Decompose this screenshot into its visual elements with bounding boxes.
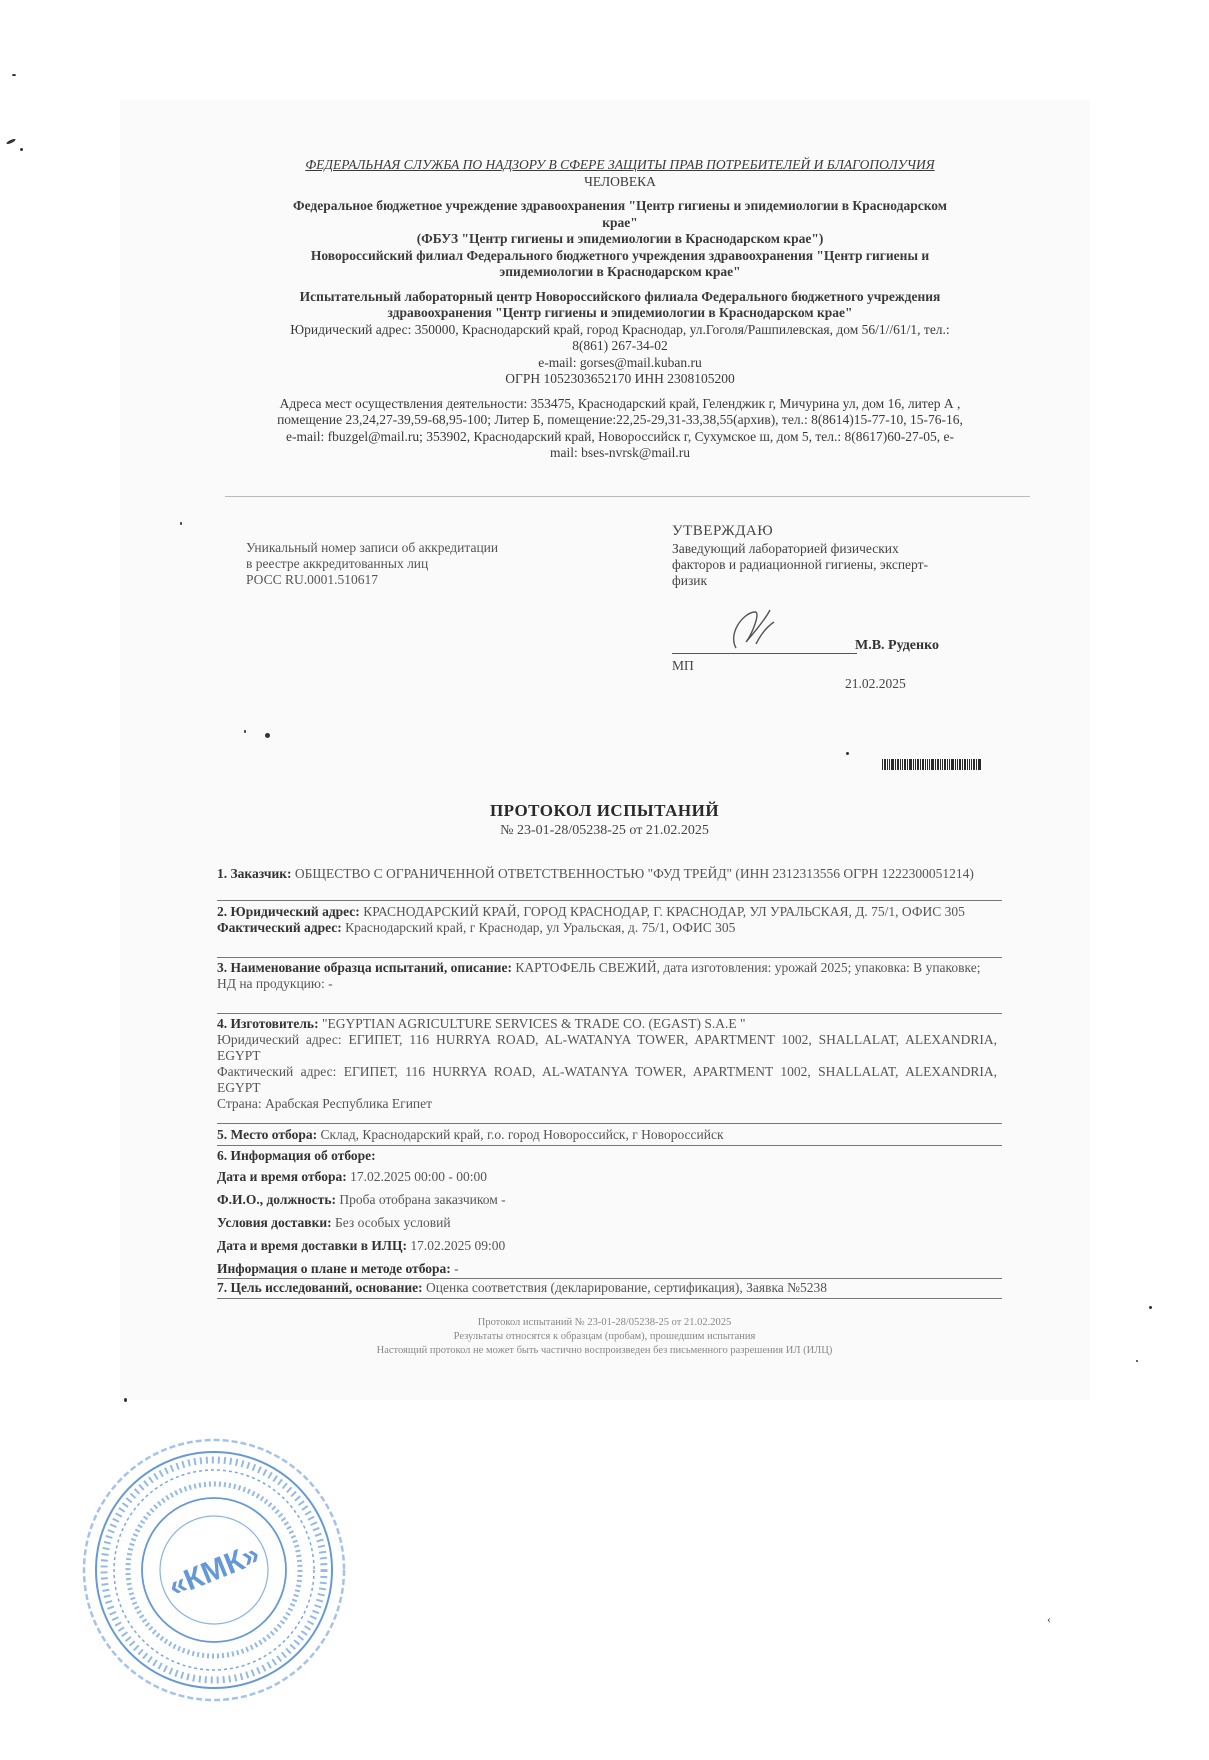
footer-protocol-ref: Протокол испытаний № 23-01-28/05238-25 от 21.02.2025 [477,1317,732,1328]
agency-name: ФЕДЕРАЛЬНАЯ СЛУЖБА ПО НАДЗОРУ В СФЕРЕ ЗАЩИТЫ ПРАВ ПОТРЕБИТЕЛЕЙ И БЛАГОПОЛУЧИЯ [305,157,935,172]
delivery-conditions-row [217,1215,997,1231]
accreditation-number: РОСС RU.0001.510617 [246,572,378,587]
sampling-plan-row [217,1261,997,1277]
legal-address-label: 2. Юридический адрес: [217,904,360,919]
manufacturer-legal-value: ЕГИПЕТ, 116 HURRYA ROAD, AL-WATANYA TOWER, APARTMENT 1002, SHALLALAT, ALEXANDRIA, EGYPT [217,1032,998,1063]
barcode-bar [900,759,901,770]
barcode-bar [925,759,926,770]
barcode [882,759,1030,770]
protocol-title: ПРОТОКОЛ ИСПЫТАНИЙ [489,801,720,820]
actual-address-label: Фактический адрес: [217,920,342,935]
scan-speck [180,522,182,525]
row-divider [217,1298,1002,1299]
sampling-info-heading [217,1148,997,1164]
barcode-bar [962,759,963,770]
approver-position-2: факторов и радиационной гигиены, эксперт- [672,557,929,572]
accreditation-block [246,540,498,588]
manufacturer-value: "EGYPTIAN AGRICULTURE SERVICES & TRADE CO. (EGAST) S.A.E " [318,1016,746,1031]
barcode-bar [931,759,934,770]
sample-label: 3. Наименование образца испытаний, описание: [217,960,512,975]
delivery-date-label: Дата и время доставки в ИЛЦ: [217,1238,407,1253]
institution-name-cont: крае" [602,214,638,230]
purpose-label: 7. Цель исследований, основание: [217,1280,423,1295]
scan-speck [6,138,16,145]
barcode-bar [947,759,948,770]
barcode-bar [895,759,896,770]
signature [722,604,782,654]
lab-center-name: Испытательный лабораторный центр Новороссийского филиала Федерального бюджетного учреждения [299,288,941,304]
scan-speck [1149,1306,1152,1309]
row-divider [217,1145,1002,1146]
document-header [210,157,1030,462]
barcode-bar [891,759,894,770]
barcode-bar [969,759,970,770]
company-stamp [78,1434,350,1706]
customer-value: ОБЩЕСТВО С ОГРАНИЧЕННОЙ ОТВЕТСТВЕННОСТЬЮ "ФУД ТРЕЙД" (ИНН 2312313556 ОГРН 1222300051214) [291,866,974,881]
agency-name-cont: ЧЕЛОВЕКА [584,173,656,189]
sample-row [217,960,997,992]
footer-results-note: Результаты относятся к образцам (пробам), прошедшим испытания [453,1331,756,1342]
row-divider [217,1278,1002,1279]
sampling-place-label: 5. Место отбора: [217,1127,318,1142]
stamp-place-label: МП [672,658,694,673]
activity-address-3: e-mail: fbuzgel@mail.ru; 353902, Краснодарский край, Новороссийск г, Сухумское ш, дом 5, тел.: 8(8617)60-27-05, e- [285,428,955,444]
barcode-bar [884,759,886,770]
sampling-place-value: Склад, Краснодарский край, г.о. город Новороссийск, г Новороссийск [317,1127,724,1142]
manufacturer-actual-label: Фактический адрес: [217,1064,337,1079]
branch-name: Новороссийский филиал Федерального бюджетного учреждения здравоохранения "Центр гигиены и [310,247,930,263]
scan-mark: ‹ [1047,1612,1051,1626]
barcode-bar [951,759,954,770]
protocol-number: № 23-01-28/05238-25 от 21.02.2025 [500,823,709,838]
sampling-plan-label: Информация о плане и методе отбора: [217,1261,451,1276]
barcode-bar [920,759,921,770]
manufacturer-country: Страна: Арабская Республика Египет [217,1096,433,1111]
stamp-center-text: «КМК» [163,1537,265,1604]
activity-address-4: mail: bses-nvrsk@mail.ru [550,445,690,460]
product-nd-value: - [324,976,333,991]
delivery-conditions-label: Условия доставки: [217,1215,332,1230]
manufacturer-label: 4. Изготовитель: [217,1016,319,1031]
barcode-bar [909,759,912,770]
legal-address-value: КРАСНОДАРСКИЙ КРАЙ, ГОРОД КРАСНОДАР, Г. КРАСНОДАР, УЛ УРАЛЬСКАЯ, Д. 75/1, ОФИС 305 [359,904,965,919]
sampler-label: Ф.И.О., должность: [217,1192,337,1207]
barcode-bar [942,759,943,770]
scan-speck [244,730,246,733]
signature-line [672,653,857,654]
delivery-date-row [217,1238,997,1254]
approver-position-3: физик [672,573,708,588]
institution-short-name: (ФБУЗ "Центр гигиены и эпидемиологии в Краснодарском крае") [416,231,824,246]
barcode-bar [887,759,888,770]
scan-speck [1136,1360,1138,1362]
activity-address-1: Адреса мест осуществления деятельности: 353475, Краснодарский край, Геленджик г, Мичурина ул, дом 16, литер А , [279,395,961,411]
approver-position-1: Заведующий лабораторией физических [672,541,899,556]
delivery-conditions-value: Без особых условий [331,1215,451,1230]
row-divider [217,1013,1002,1014]
scan-speck [265,733,270,738]
ogrn-inn: ОГРН 1052303652170 ИНН 2308105200 [505,371,735,386]
lab-center-name-cont: здравоохранения "Центр гигиены и эпидемиологии в Краснодарском крае" [387,305,853,320]
barcode-bar [967,759,968,770]
barcode-bar [897,759,899,770]
barcode-bar [978,759,981,770]
barcode-bar [971,759,972,770]
accreditation-line-2: в реестре аккредитованных лиц [246,556,429,571]
barcode-bar [973,759,975,770]
sampler-value: Проба отобрана заказчиком - [336,1192,506,1207]
sampling-place-row [217,1127,997,1143]
customer-row [217,866,997,882]
scan-speck [12,74,16,76]
approval-date: 21.02.2025 [845,676,906,691]
barcode-bar [922,759,924,770]
sampler-row [217,1192,997,1208]
legal-address-row [217,904,997,936]
header-separator [225,496,1030,497]
barcode-bar [940,759,941,770]
purpose-value: Оценка соответствия (декларирование, сертификация), Заявка №5238 [422,1280,828,1295]
barcode-bar [957,759,958,770]
sample-value: КАРТОФЕЛЬ СВЕЖИЙ, дата изготовления: урожай 2025; упаковка: В упаковке; [511,960,981,975]
activity-address-2: помещение 23,24,27-39,59-68,95-100; Литер Б, помещение:22,25-29,31-33,38,55(архив), тел.: 8(8614)15-77-10, 15-76-16, [277,412,963,427]
barcode-bar [904,759,906,770]
barcode-bar [929,759,930,770]
header-email: e-mail: gorses@mail.kuban.ru [538,354,702,370]
barcode-bar [935,759,936,770]
legal-address-phone: 8(861) 267-34-02 [572,338,668,353]
sampling-plan-value: - [450,1261,459,1276]
row-divider [217,1123,1002,1124]
barcode-bar [944,759,946,770]
row-divider [217,900,1002,901]
scan-speck [124,1398,127,1402]
manufacturer-actual-value: ЕГИПЕТ, 116 HURRYA ROAD, AL-WATANYA TOWER, APARTMENT 1002, SHALLALAT, ALEXANDRIA, EGYPT [217,1064,998,1095]
sampling-date-label: Дата и время отбора: [217,1169,347,1184]
sampling-date-value: 17.02.2025 00:00 - 00:00 [346,1169,487,1184]
barcode-bar [889,759,890,770]
barcode-bar [917,759,919,770]
barcode-bar [937,759,939,770]
sampling-date-row [217,1169,997,1185]
footer-reproduction-note: Настоящий протокол не может быть частично воспроизведен без письменного разрешения ИЛ (ИЛЦ) [376,1345,833,1356]
row-divider [217,957,1002,958]
barcode-bar [976,759,977,770]
barcode-bar [902,759,903,770]
scan-speck [846,752,849,755]
barcode-bar [927,759,928,770]
barcode-bar [955,759,956,770]
approver-name: М.В. Руденко [855,638,939,653]
scan-speck [20,148,23,151]
approval-title: УТВЕРЖДАЮ [672,523,774,539]
sampling-info-label: 6. Информация об отборе: [217,1148,376,1163]
actual-address-value: Краснодарский край, г Краснодар, ул Уральская, д. 75/1, ОФИС 305 [341,920,736,935]
product-nd-label: НД на продукцию: [217,976,325,991]
barcode-bar [949,759,950,770]
accreditation-line-1: Уникальный номер записи об аккредитации [246,540,499,555]
manufacturer-row [217,1016,997,1112]
manufacturer-legal-label: Юридический адрес: [217,1032,342,1047]
barcode-bar [915,759,916,770]
barcode-bar [959,759,961,770]
approval-block [672,523,1032,589]
barcode-bar [964,759,966,770]
barcode-bar [913,759,914,770]
customer-label: 1. Заказчик: [217,866,292,881]
branch-name-cont: эпидемиологии в Краснодарском крае" [499,264,741,279]
legal-address: Юридический адрес: 350000, Краснодарский край, город Краснодар, ул.Гоголя/Рашпилевская, дом 56/1//61/1, тел.: [290,321,950,337]
barcode-bar [907,759,908,770]
purpose-row [217,1280,997,1296]
delivery-date-value: 17.02.2025 09:00 [407,1238,506,1253]
barcode-bar [882,759,883,770]
institution-name: Федеральное бюджетное учреждение здравоохранения "Центр гигиены и эпидемиологии в Краснодарском [293,198,947,213]
